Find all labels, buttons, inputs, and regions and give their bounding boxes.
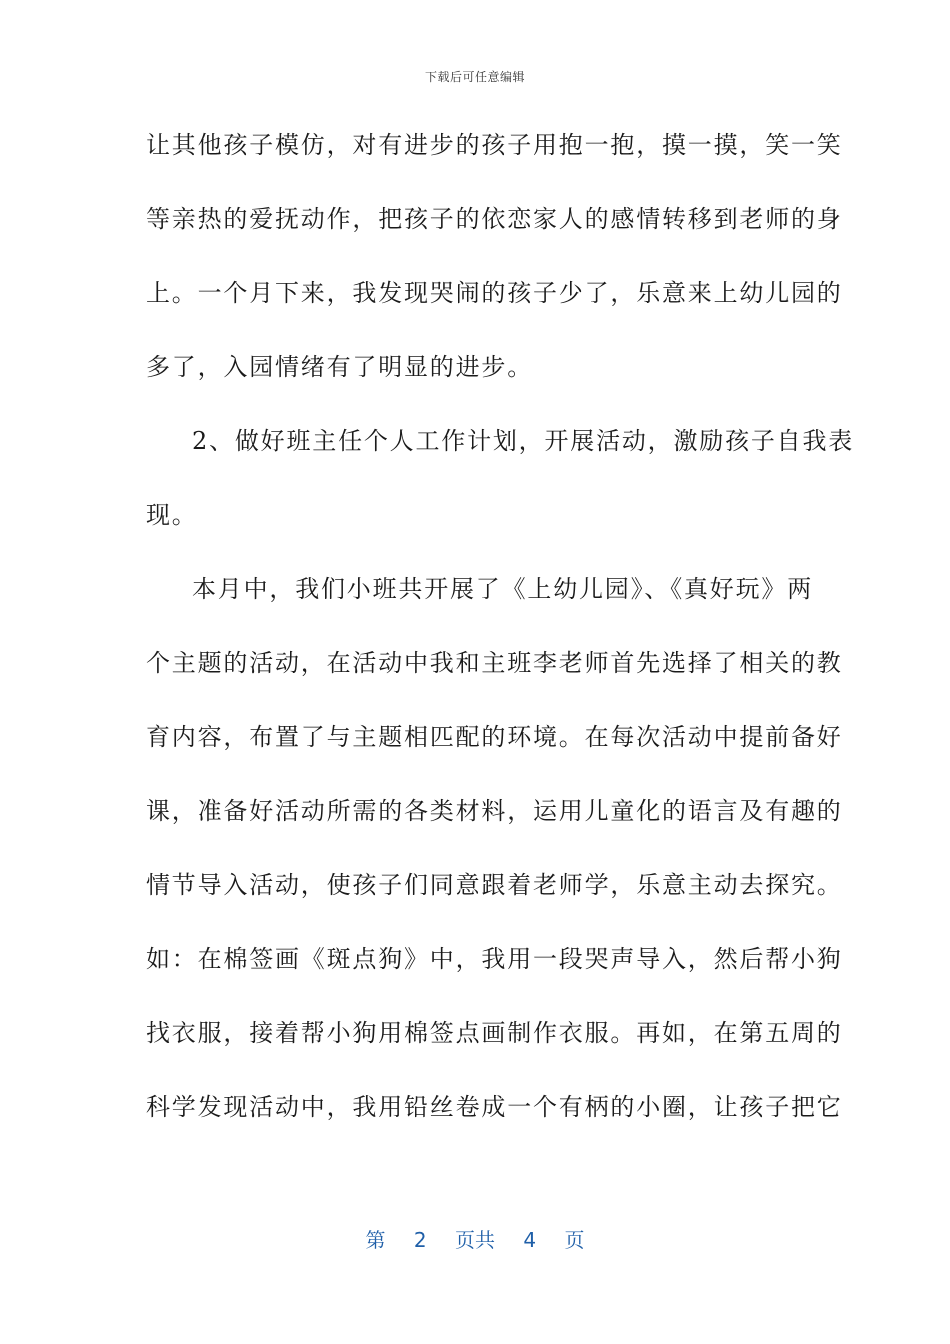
- page-footer: [0, 1224, 950, 1253]
- body-line: 上。一个月下来，我发现哭闹的孩子少了，乐意来上幼儿园的: [146, 279, 843, 307]
- header-note: 下载后可任意编辑: [424, 70, 525, 84]
- body-line: 本月中，我们小班共开展了《上幼儿园》、《真好玩》两: [192, 575, 813, 603]
- total-pages-number: 4: [523, 1228, 537, 1252]
- body-line: 现。: [146, 501, 198, 529]
- body-line: 多了，入园情绪有了明显的进步。: [146, 353, 533, 381]
- current-page-number: 2: [413, 1228, 427, 1252]
- body-line: 让其他孩子模仿，对有进步的孩子用抱一抱，摸一摸，笑一笑: [146, 131, 843, 159]
- page-label-middle: 页共: [455, 1228, 495, 1252]
- body-line: 找衣服，接着帮小狗用棉签点画制作衣服。再如，在第五周的: [146, 1019, 843, 1047]
- page-label-suffix: 页: [564, 1228, 585, 1252]
- page-label-prefix: 第: [365, 1228, 386, 1252]
- body-line: 个主题的活动，在活动中我和主班李老师首先选择了相关的教: [146, 649, 843, 677]
- body-line: 课，准备好活动所需的各类材料，运用儿童化的语言及有趣的: [146, 797, 843, 825]
- body-line: 如：在棉签画《斑点狗》中，我用一段哭声导入，然后帮小狗: [146, 945, 843, 973]
- document-body: [146, 118, 855, 1154]
- body-line: 科学发现活动中，我用铅丝卷成一个有柄的小圈，让孩子把它: [146, 1093, 843, 1121]
- body-line: 育内容，布置了与主题相匹配的环境。在每次活动中提前备好: [146, 723, 843, 751]
- body-line: 2、做好班主任个人工作计划，开展活动，激励孩子自我表: [192, 427, 855, 455]
- body-line: 等亲热的爱抚动作，把孩子的依恋家人的感情转移到老师的身: [146, 205, 843, 233]
- body-line: 情节导入活动，使孩子们同意跟着老师学，乐意主动去探究。: [146, 871, 843, 899]
